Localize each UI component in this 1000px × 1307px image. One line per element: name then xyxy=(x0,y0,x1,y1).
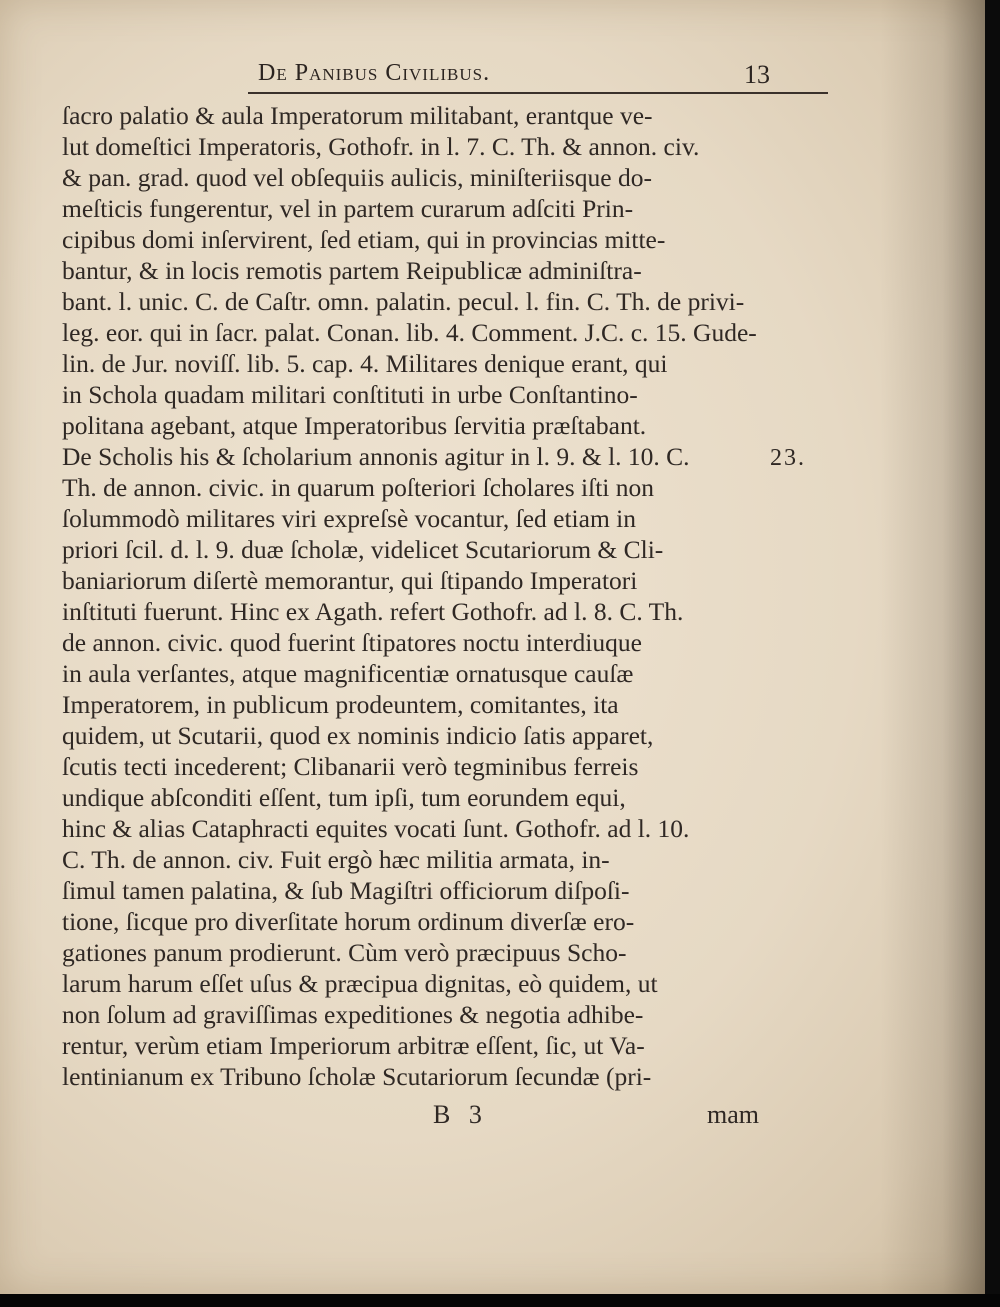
text-line: inſtituti fuerunt. Hinc ex Agath. refert Gothofr. ad l. 8. C. Th. xyxy=(62,597,684,626)
text-line: larum harum eſſet uſus & præcipua dignitas, eò quidem, ut xyxy=(62,969,658,998)
text-line: de annon. civic. quod fuerint ſtipatores noctu interdiuque xyxy=(62,628,642,657)
text-line: Th. de annon. civic. in quarum poſteriori ſcholares iſti non xyxy=(62,473,655,502)
text-line: undique abſconditi eſſent, tum ipſi, tum eorundem equi, xyxy=(62,783,626,812)
signature-mark: B 3 xyxy=(433,1100,488,1129)
text-line: lin. de Jur. noviſſ. lib. 5. cap. 4. Militares denique erant, qui xyxy=(62,349,668,378)
text-line: De Scholis his & ſcholarium annonis agitur in l. 9. & l. 10. C. xyxy=(62,442,690,471)
page-number: 13 xyxy=(744,60,770,89)
text-line: baniariorum diſertè memorantur, qui ſtipando Imperatori xyxy=(62,566,638,595)
text-line: ſolummodò militares viri expreſsè vocantur, ſed etiam in xyxy=(62,504,636,533)
catchword: mam xyxy=(707,1100,759,1129)
text-line: in aula verſantes, atque magnificentiæ ornatusque cauſæ xyxy=(62,659,634,688)
text-line: rentur, verùm etiam Imperiorum arbitræ eſſent, ſic, ut Va- xyxy=(62,1031,645,1060)
text-line: & pan. grad. quod vel obſequiis aulicis, miniſteriisque do- xyxy=(62,163,652,192)
text-line: C. Th. de annon. civ. Fuit ergò hæc militia armata, in- xyxy=(62,845,610,874)
text-line: lut domeſtici Imperatoris, Gothofr. in l. 7. C. Th. & annon. civ. xyxy=(62,132,700,161)
text-line: non ſolum ad graviſſimas expeditiones & negotia adhibe- xyxy=(62,1000,644,1029)
text-line: ſcutis tecti incederent; Clibanarii verò tegminibus ferreis xyxy=(62,752,639,781)
text-line: ſacro palatio & aula Imperatorum militabant, erantque ve- xyxy=(62,101,653,130)
running-head: De Panibus Civilibus. xyxy=(258,60,491,86)
text-line: meſticis fungerentur, vel in partem curarum adſciti Prin- xyxy=(62,194,634,223)
page-gutter-shadow xyxy=(880,0,985,1294)
text-line: priori ſcil. d. l. 9. duæ ſcholæ, videlicet Scutariorum & Cli- xyxy=(62,535,664,564)
text-line: leg. eor. qui in ſacr. palat. Conan. lib. 4. Comment. J.C. c. 15. Gude- xyxy=(62,318,757,347)
margin-note: 23. xyxy=(770,445,806,471)
text-line: politana agebant, atque Imperatoribus ſervitia præſtabant. xyxy=(62,411,647,440)
text-line: ſimul tamen palatina, & ſub Magiſtri officiorum diſpoſi- xyxy=(62,876,630,905)
text-line: Imperatorem, in publicum prodeuntem, comitantes, ita xyxy=(62,690,619,719)
text-line: bantur, & in locis remotis partem Reipublicæ adminiſtra- xyxy=(62,256,642,285)
text-line: in Schola quadam militari conſtituti in urbe Conſtantino- xyxy=(62,380,638,409)
text-line: gationes panum prodierunt. Cùm verò præcipuus Scho- xyxy=(62,938,627,967)
text-line: quidem, ut Scutarii, quod ex nominis indicio ſatis apparet, xyxy=(62,721,654,750)
text-line: tione, ſicque pro diverſitate horum ordinum diverſæ ero- xyxy=(62,907,635,936)
page-header xyxy=(70,60,770,100)
text-line: cipibus domi inſervirent, ſed etiam, qui in provincias mitte- xyxy=(62,225,666,254)
scan-border xyxy=(0,1294,1000,1307)
text-line: hinc & alias Cataphracti equites vocati ſunt. Gothofr. ad l. 10. xyxy=(62,814,690,843)
text-line: lentinianum ex Tribuno ſcholæ Scutariorum ſecundæ (pri- xyxy=(62,1062,652,1091)
text-line: bant. l. unic. C. de Caſtr. omn. palatin. pecul. l. fin. C. Th. de privi- xyxy=(62,287,745,316)
body-text xyxy=(62,100,772,1092)
header-rule xyxy=(248,92,828,94)
